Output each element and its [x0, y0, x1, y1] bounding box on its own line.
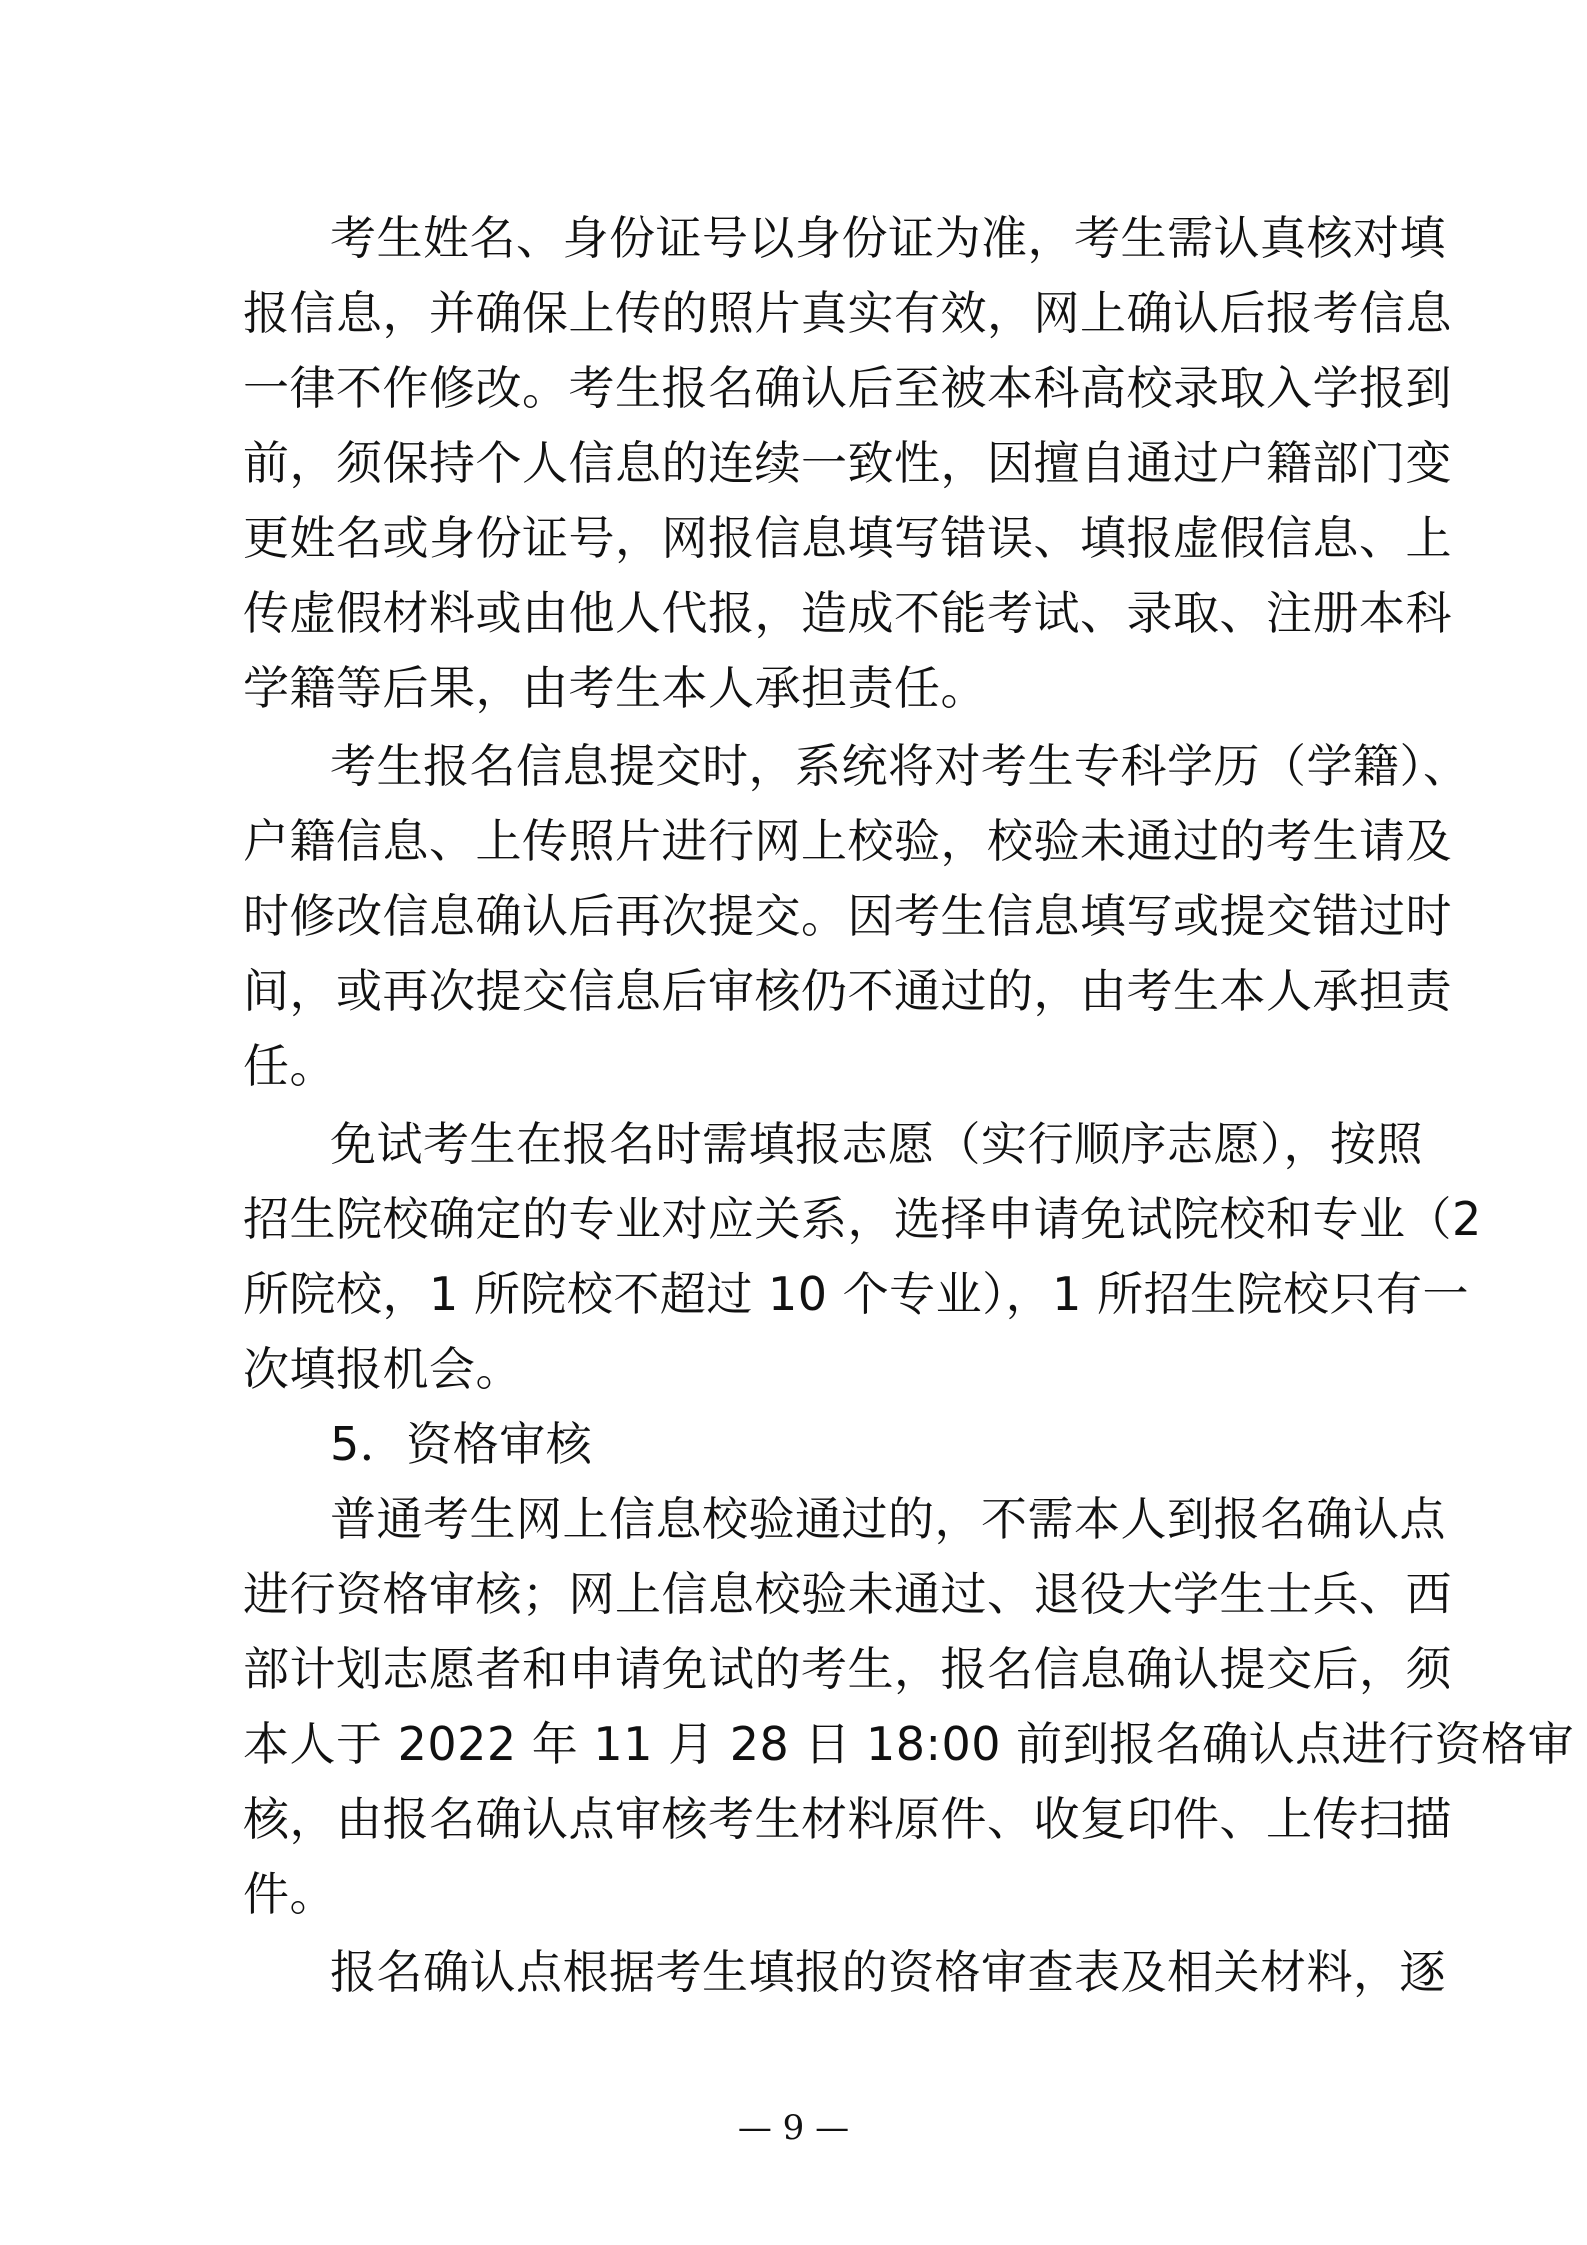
text-line: 所院校，1 所院校不超过 10 个专业），1 所招生院校只有一 — [243, 1267, 1470, 1321]
page-number: — 9 — — [737, 2108, 850, 2148]
text-line: 任。 — [243, 1039, 336, 1093]
text-line: 更姓名或身份证号，网报信息填写错误、填报虚假信息、上 — [243, 511, 1452, 565]
text-line: 次填报机会。 — [243, 1342, 522, 1396]
text-line: 时修改信息确认后再次提交。因考生信息填写或提交错过时 — [243, 889, 1452, 943]
text-line: 报名确认点根据考生填报的资格审查表及相关材料，逐 — [330, 1945, 1446, 1999]
section-heading: 5．资格审核 — [330, 1417, 593, 1471]
text-line: 学籍等后果，由考生本人承担责任。 — [243, 661, 987, 715]
text-line: 间，或再次提交信息后审核仍不通过的，由考生本人承担责 — [243, 964, 1452, 1018]
text-line: 进行资格审核；网上信息校验未通过、退役大学生士兵、西 — [243, 1567, 1452, 1621]
text-line: 普通考生网上信息校验通过的，不需本人到报名确认点 — [330, 1492, 1446, 1546]
text-line: 一律不作修改。考生报名确认后至被本科高校录取入学报到 — [243, 361, 1452, 415]
text-line: 本人于 2022 年 11 月 28 日 18:00 前到报名确认点进行资格审 — [243, 1717, 1575, 1771]
text-line: 前，须保持个人信息的连续一致性，因擅自通过户籍部门变 — [243, 436, 1452, 490]
text-line: 核，由报名确认点审核考生材料原件、收复印件、上传扫描 — [243, 1792, 1452, 1846]
text-line: 报信息，并确保上传的照片真实有效，网上确认后报考信息 — [243, 286, 1452, 340]
text-line: 考生报名信息提交时，系统将对考生专科学历（学籍）、 — [330, 739, 1470, 793]
text-line: 考生姓名、身份证号以身份证为准，考生需认真核对填 — [330, 211, 1446, 265]
text-line: 免试考生在报名时需填报志愿（实行顺序志愿），按照 — [330, 1117, 1423, 1171]
text-line: 部计划志愿者和申请免试的考生，报名信息确认提交后，须 — [243, 1642, 1452, 1696]
text-line: 件。 — [243, 1867, 336, 1921]
text-line: 户籍信息、上传照片进行网上校验，校验未通过的考生请及 — [243, 814, 1452, 868]
text-line: 传虚假材料或由他人代报，造成不能考试、录取、注册本科 — [243, 586, 1452, 640]
text-line: 招生院校确定的专业对应关系，选择申请免试院校和专业（2 — [243, 1192, 1482, 1246]
